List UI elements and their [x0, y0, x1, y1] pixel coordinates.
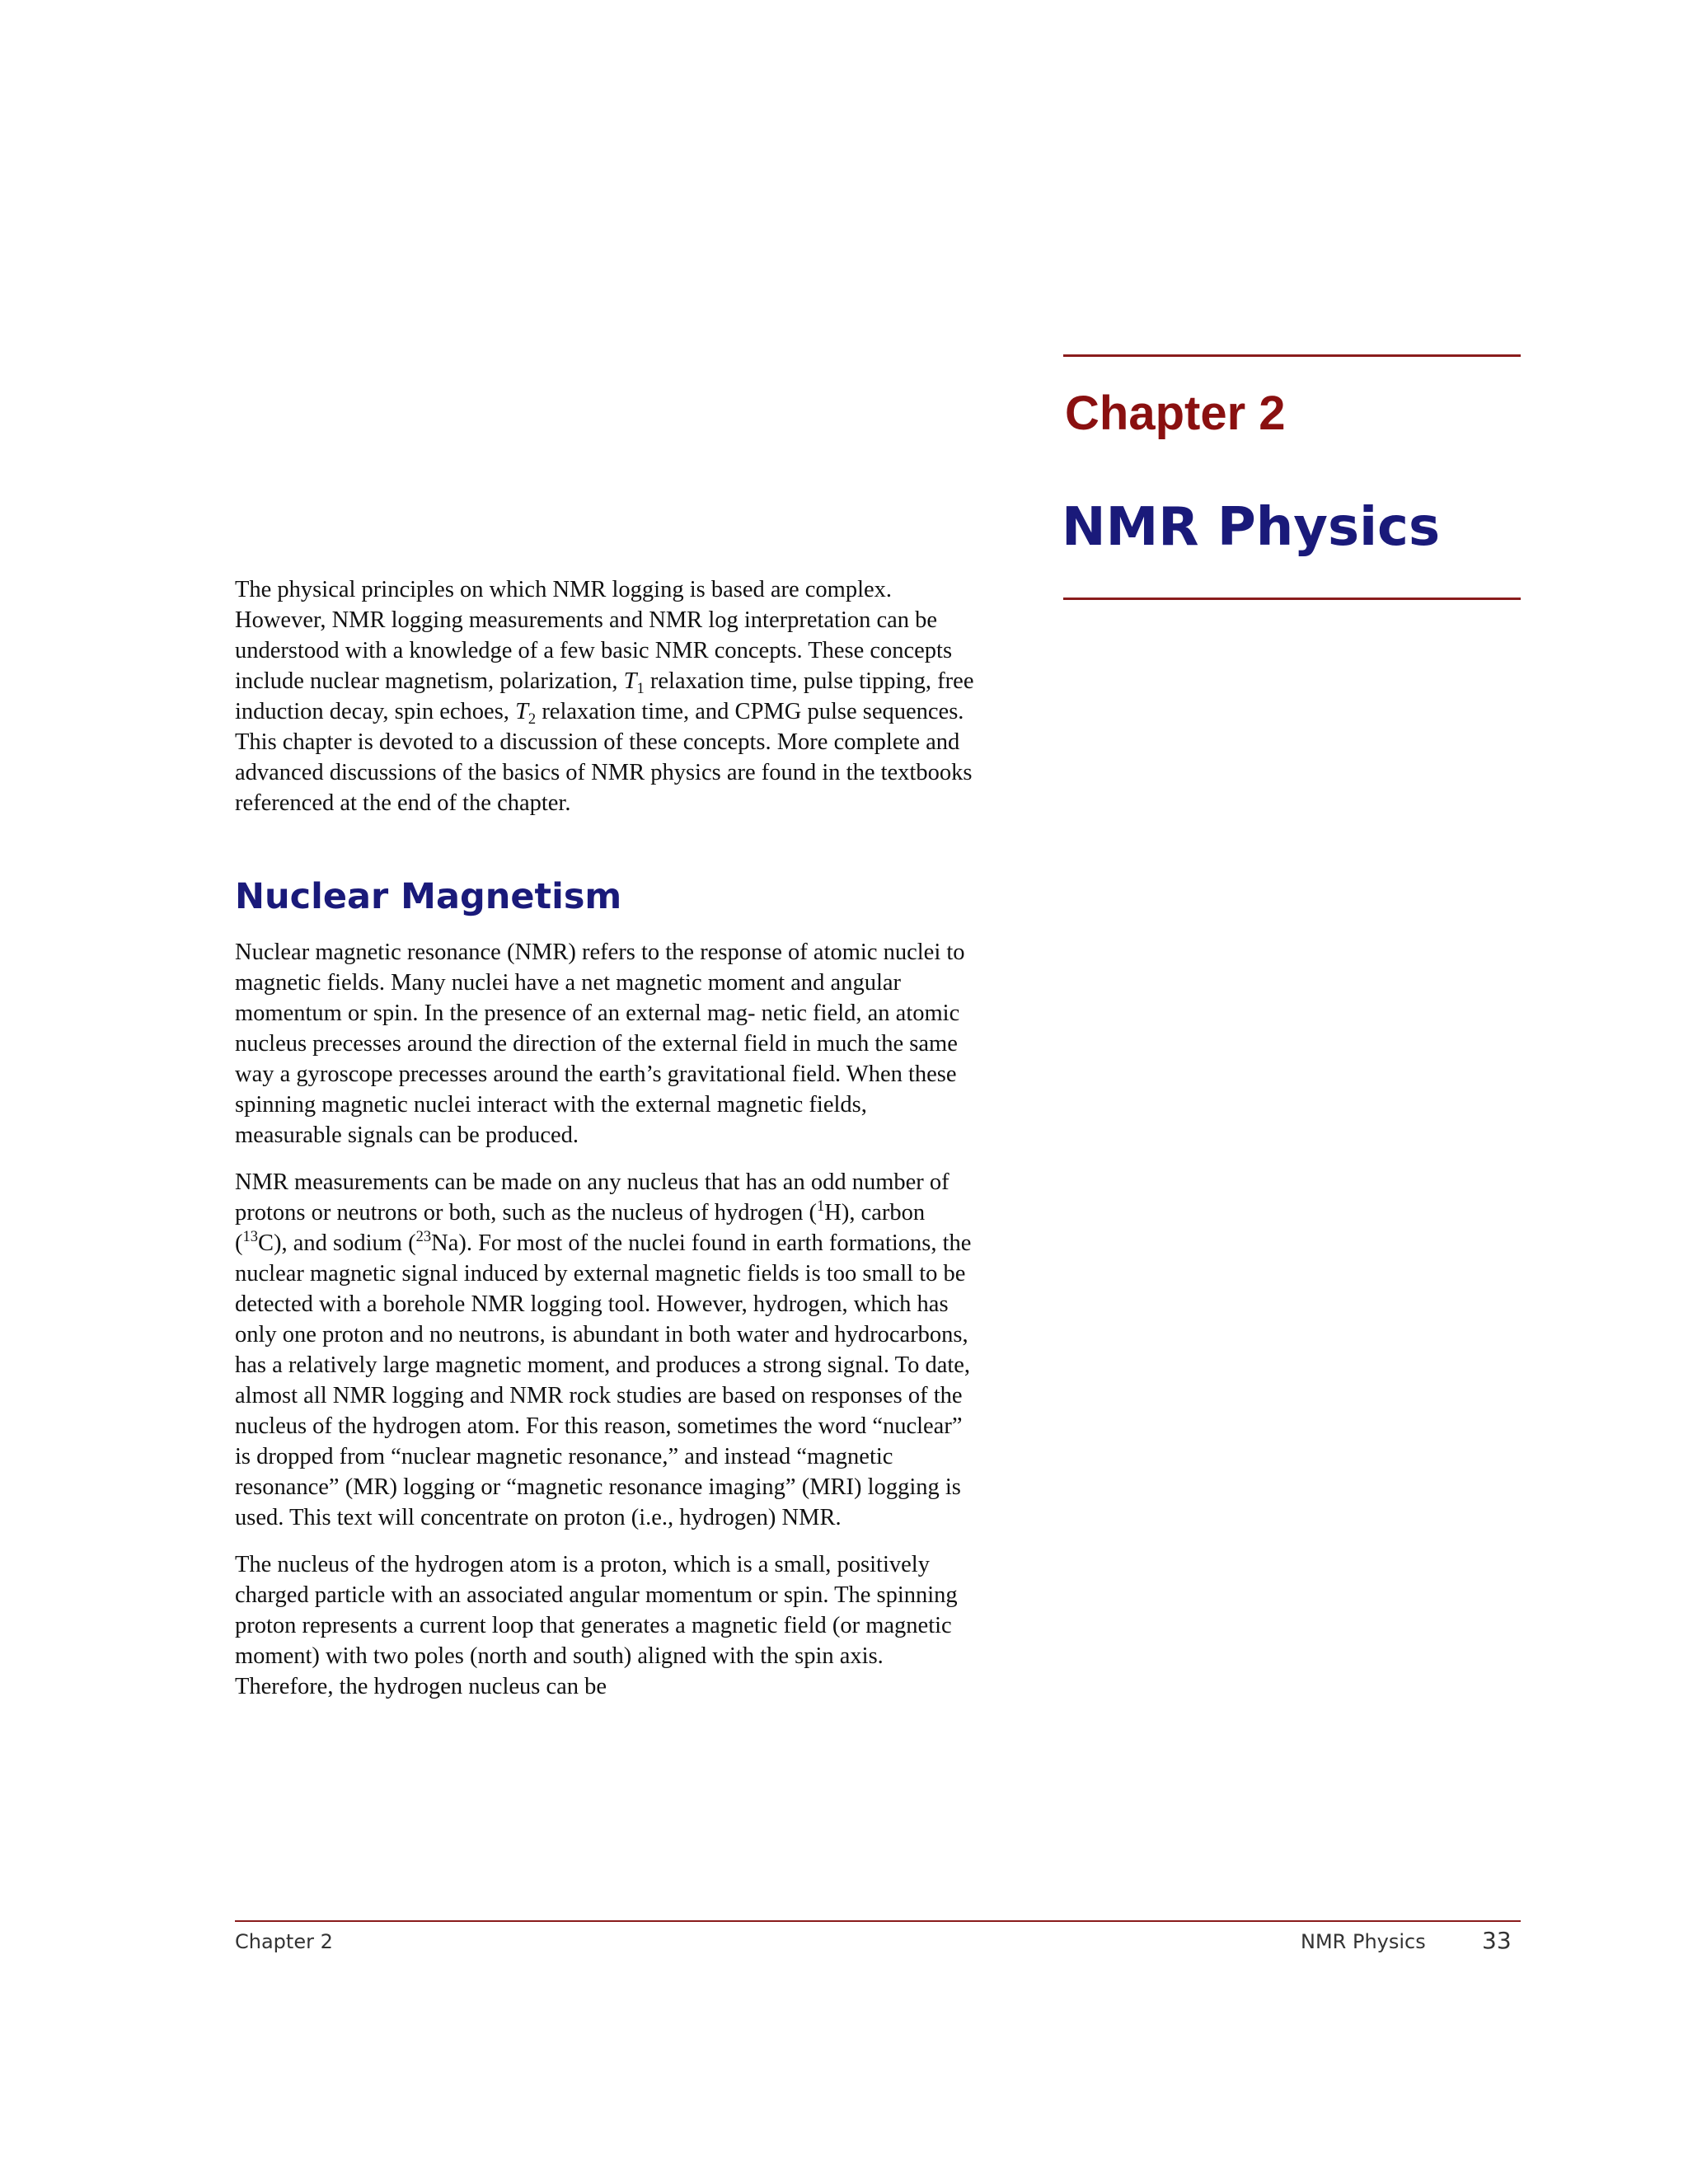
chapter-top-rule — [1063, 354, 1521, 357]
chapter-title: NMR Physics — [1062, 497, 1441, 558]
section-paragraph-2: NMR measurements can be made on any nucleus that has an odd number of protons or neutrons or both, such as the nucleus of hydrogen ($^1$H), carbon ($^{13}$C), and sodium ($^{23}$Na). For most of the nuclei found in earth formations, the nuclear magnetic signal induced by external magnetic fields is too small to be detected with a borehole NMR logging tool. However, hydrogen, which has only one proton and no neutrons, is abundant in both water and hydrocarbons, has a relatively large magnetic moment, and produces a strong signal. To date, almost all NMR logging and NMR rock studies are based on responses of the nucleus of the hydrogen atom. For this reason, sometimes the word “nuclear” is dropped from “nuclear magnetic resonance,” and instead “magnetic resonance” (MR) logging or “magnetic resonance imaging” (MRI) logging is used. This text will concentrate on proton (i.e., hydrogen) NMR. — [235, 1169, 972, 1530]
section-heading: Nuclear Magnetism — [235, 876, 622, 917]
chapter-label: Chapter 2 — [1065, 387, 1286, 440]
page-number: 33 — [1482, 1927, 1512, 1954]
footer-chapter: Chapter 2 — [235, 1930, 333, 1953]
section-paragraph-1: Nuclear magnetic resonance (NMR) refers to the response of atomic nuclei to magnetic fields. Many nuclei have a net magnetic moment and angular momentum or spin. In the presence of an external mag- netic field, an atomic nucleus precesses around the direction of the external field in much the same way a gyroscope precesses around the earth’s gravitational field. When these spinning magnetic nuclei interact with the external magnetic fields, measurable signals can be produced. — [235, 939, 965, 1148]
section-paragraph-3: The nucleus of the hydrogen atom is a proton, which is a small, positively charged particle with an associated angular momentum or spin. The spinning proton represents a current loop that generates a magnetic field (or magnetic moment) with two poles (north and south) aligned with the spin axis. Therefore, the hydrogen nucleus can be — [235, 1551, 958, 1699]
footer-section-title: NMR Physics — [1301, 1930, 1426, 1953]
intro-paragraph: The physical principles on which NMR logging is based are complex. However, NMR logging measurements and NMR log interpretation can be understood with a knowledge of a few basic NMR concepts. These concepts include nuclear magnetism, polarization, $T_1$ relaxation time, pulse tipping, free induction decay, spin echoes, $T_2$ relaxation time, and CPMG pulse sequences. This chapter is devoted to a discussion of these concepts. More complete and advanced discussions of the basics of NMR physics are found in the textbooks referenced at the end of the chapter. — [235, 577, 974, 816]
body-column — [235, 574, 977, 1718]
footer-rule — [235, 1920, 1521, 1922]
chapter-bottom-rule — [1063, 598, 1521, 600]
